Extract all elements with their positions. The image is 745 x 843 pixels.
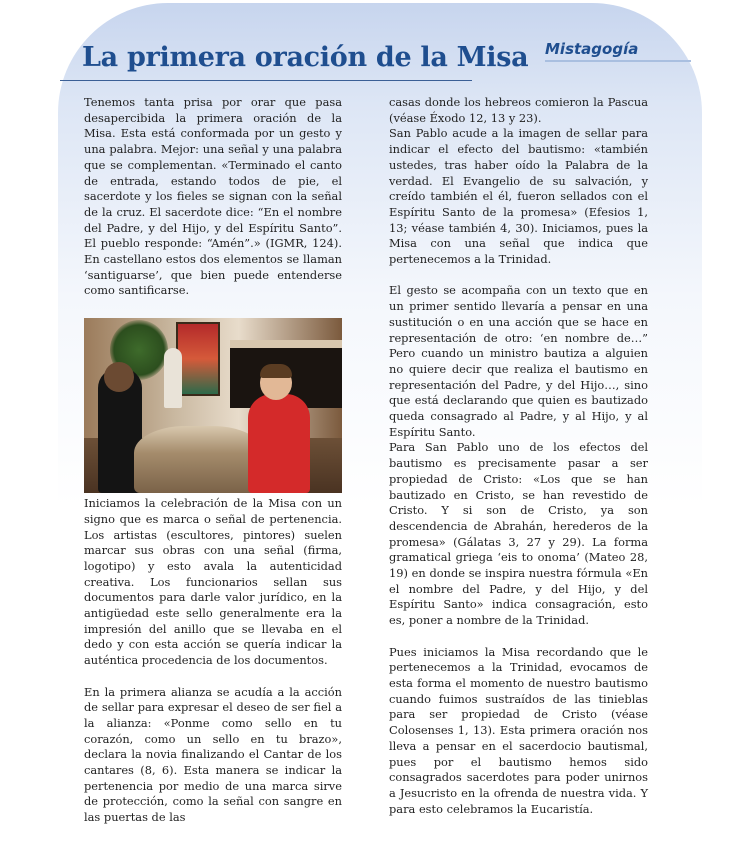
section-label: Mistagogía	[545, 40, 639, 58]
statue-icon	[164, 348, 182, 408]
right-column	[389, 95, 648, 817]
paragraph-gesto-texto: El gesto se acompaña con un texto que en un primer sentido llevaría a pensar en una sustitución o en una acción que se hace en representación de otro: ‘en nombre de…” Pero cuando un ministro bautiza a alguien no quiere decir que realiza el bautismo en representación del Padre, y del Hijo…, sino que está declarando que quien es bautizado queda consagrado al Padre, y al Hijo, y al Espíritu Santo.	[389, 283, 648, 439]
boy-red-hoodie-figure	[248, 394, 310, 493]
painting-icon	[176, 322, 220, 396]
paragraph-conclusion: Pues iniciamos la Misa recordando que le pertenecemos a la Trinidad, evocamos de esta forma el momento de nuestro bautismo cuando fuimos sustraídos de las tinieblas para ser propiedad de Cristo (véase Colosenses 1, 13). Esta primera oración nos lleva a pensar en el sacerdocio bautismal, pues por el bautismo hemos sido consagrados sacerdotes para poder unirnos a Jesucristo en la ofrenda de nuestra vida. Y para esto celebramos la Eucaristía.	[389, 644, 648, 816]
paragraph-primera-alianza: En la primera alianza se acudía a la acción de sellar para expresar el deseo de ser fiel a la alianza: «Ponme como sello en tu corazón, como un sello en tu brazo», declara la novia finalizando el Cantar de los cantares (8, 6). Esta manera se indicar la pertenencia por medio de una marca sirve de protección, como la señal con sangre en las puertas de las	[84, 684, 342, 825]
paragraph-signo-pertenencia: Iniciamos la celebración de la Misa con un signo que es marca o señal de pertenencia. Los artistas (escultores, pintores) suelen marcar sus obras con una señal (firma, logotipo) y esto avala la autenticidad creativa. Los funcionarios sellan sus documentos para darle valor jurídico, en la antigüedad este sello generalmente era la impresión del anillo que se llevaba en el dedo y con esta acción se quería indicar la auténtica procedencia de los documentos.	[84, 496, 342, 668]
left-column	[84, 95, 342, 826]
paragraph-intro: Tenemos tanta prisa por orar que pasa desapercibida la primera oración de la Misa. Esta está conformada por un gesto y una palabra. Mejor: una señal y una palabra que se complementan. «Terminado el canto de entrada, estando todos de pie, el sacerdote y los fieles se signan con la señal de la cruz. El sacerdote dice: “En el nombre del Padre, y del Hijo, y del Espíritu Santo”. El pueblo responde: “Amén”.» (IGMR, 124). En castellano estos dos elementos se llaman ‘santiguarse’, que bien puede entenderse como santificarse.	[84, 95, 342, 298]
paragraph-pascua: casas donde los hebreos comieron la Pascua (véase Éxodo 12, 13 y 23).	[389, 95, 648, 125]
article-title: La primera oración de la Misa	[82, 42, 529, 73]
section-underline	[545, 60, 691, 62]
paragraph-propiedad-cristo: Para San Pablo uno de los efectos del bautismo es precisamente pasar a ser propiedad de Cristo: «Los que se han bautizado en Cristo, se han revestido de Cristo. Y si son de Cristo, ya son descendencia de Abrahán, herederos de la promesa» (Gálatas 3, 27 y 29). La forma gramatical griega ‘eis to onoma’ (Mateo 28, 19) en donde se inspira nuestra fórmula «En el nombre del Padre, y del Hijo, y del Espíritu Santo» indica consagración, esto es, poner a nombre de la Trinidad.	[389, 440, 648, 628]
baptismal-font-icon	[134, 426, 264, 493]
title-underline	[60, 80, 472, 81]
paragraph-san-pablo-sellar: San Pablo acude a la imagen de sellar para indicar el efecto del bautismo: «también ustedes, tras haber oído la Palabra de la verdad. El Evangelio de su salvación, y creído también el él, fueron sellados con el Espíritu Santo de la promesa» (Efesios 1, 13; véase también 4, 30). Iniciamos, pues la Misa con una señal que indica que pertenecemos a la Trinidad.	[389, 126, 648, 267]
photo-baptismal-font	[84, 318, 342, 493]
